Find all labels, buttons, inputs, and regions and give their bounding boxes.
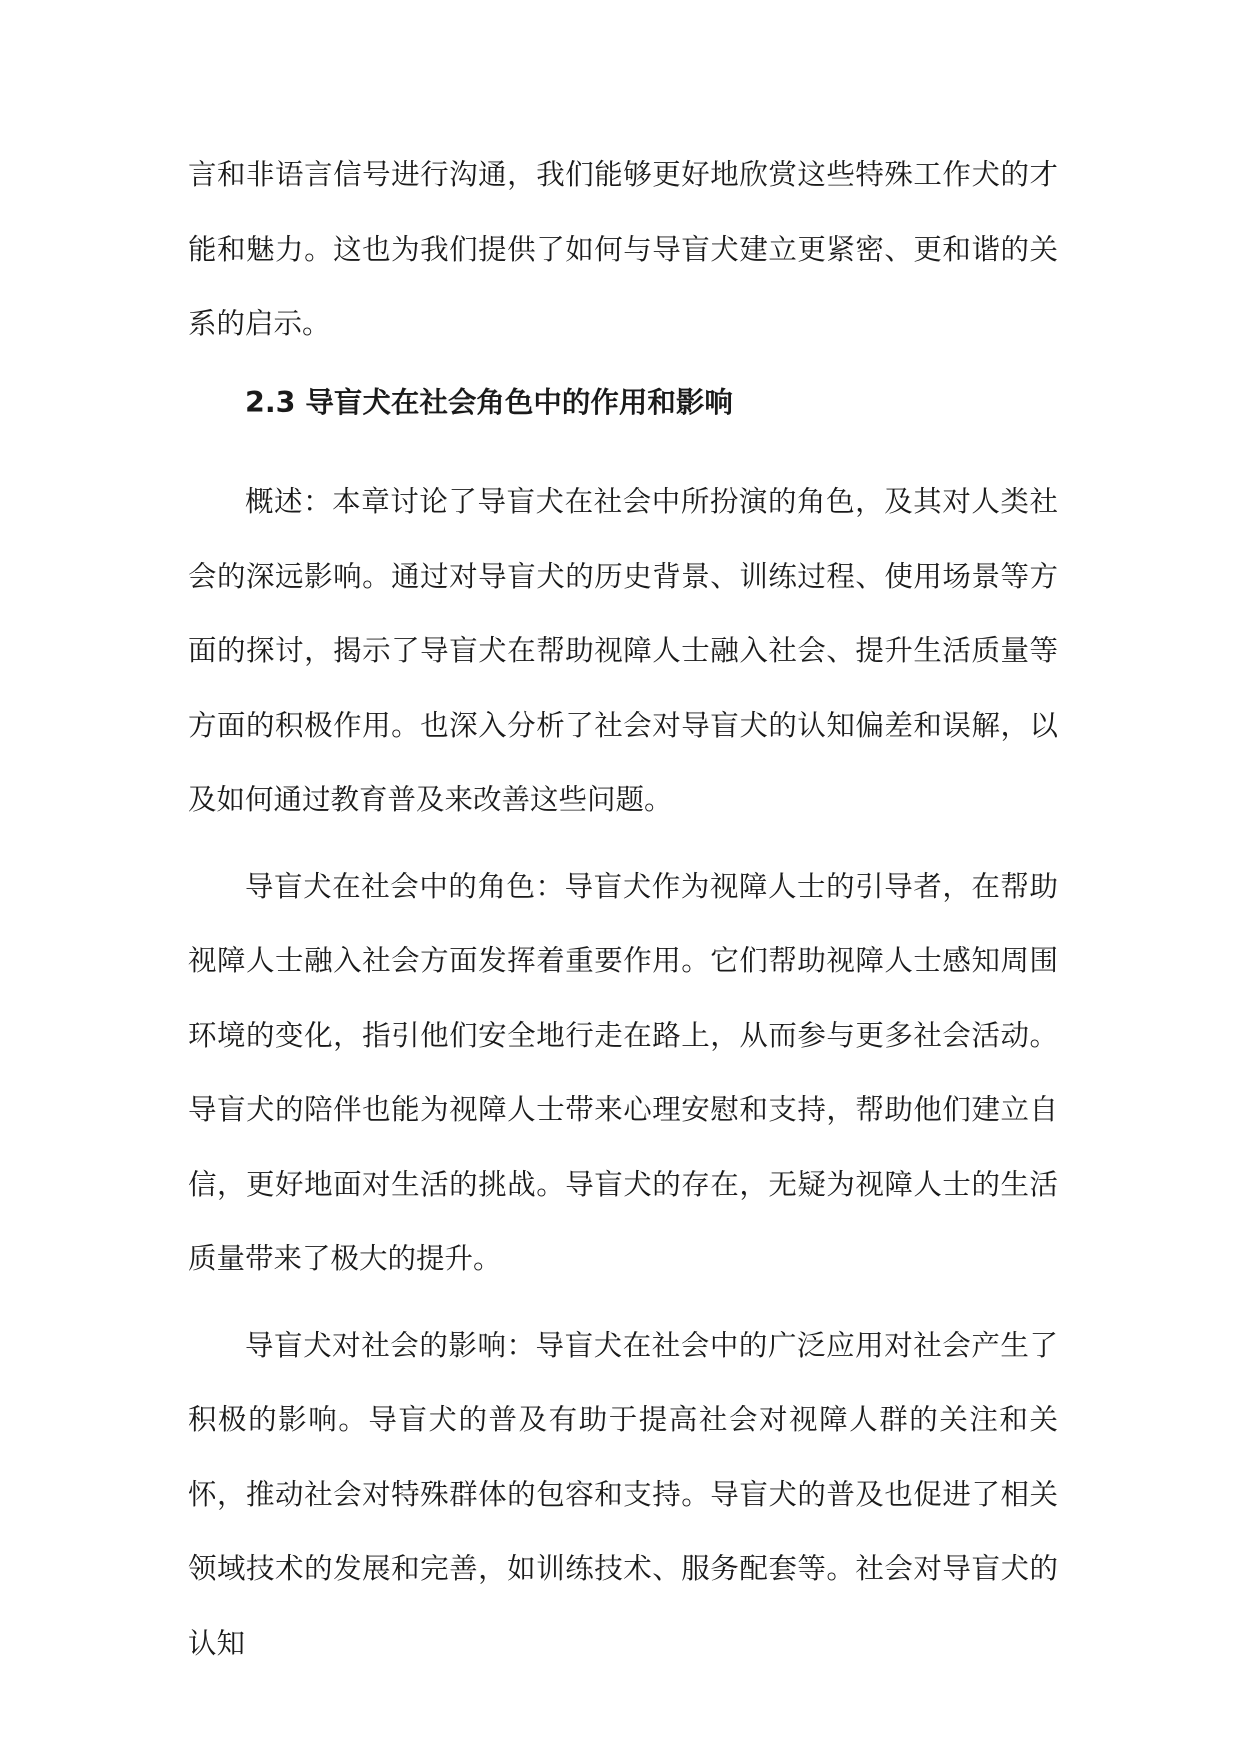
- paragraph-impact: 导盲犬对社会的影响：导盲犬在社会中的广泛应用对社会产生了积极的影响。导盲犬的普及有助于提高社会对视障人群的关注和关怀，推动社会对特殊群体的包容和支持。导盲犬的普及也促进了相关领域技术的发展和完善，如训练技术、服务配套等。社会对导盲犬的认知: [188, 1328, 1058, 1660]
- section-body: [188, 465, 1058, 1681]
- section-heading: 2.3 导盲犬在社会角色中的作用和影响: [245, 386, 733, 419]
- continued-paragraph: 言和非语言信号进行沟通，我们能够更好地欣赏这些特殊工作犬的才能和魅力。这也为我们提供了如何与导盲犬建立更紧密、更和谐的关系的启示。: [188, 158, 1058, 340]
- continued-paragraph-block: [188, 138, 1058, 362]
- paragraph-overview: 概述：本章讨论了导盲犬在社会中所扮演的角色，及其对人类社会的深远影响。通过对导盲犬的历史背景、训练过程、使用场景等方面的探讨，揭示了导盲犬在帮助视障人士融入社会、提升生活质量等方面的积极作用。也深入分析了社会对导盲犬的认知偏差和误解，以及如何通过教育普及来改善这些问题。: [188, 485, 1058, 816]
- paragraph-role: 导盲犬在社会中的角色：导盲犬作为视障人士的引导者，在帮助视障人士融入社会方面发挥着重要作用。它们帮助视障人士感知周围环境的变化，指引他们安全地行走在路上，从而参与更多社会活动。导盲犬的陪伴也能为视障人士带来心理安慰和支持，帮助他们建立自信，更好地面对生活的挑战。导盲犬的存在，无疑为视障人士的生活质量带来了极大的提升。: [188, 869, 1058, 1275]
